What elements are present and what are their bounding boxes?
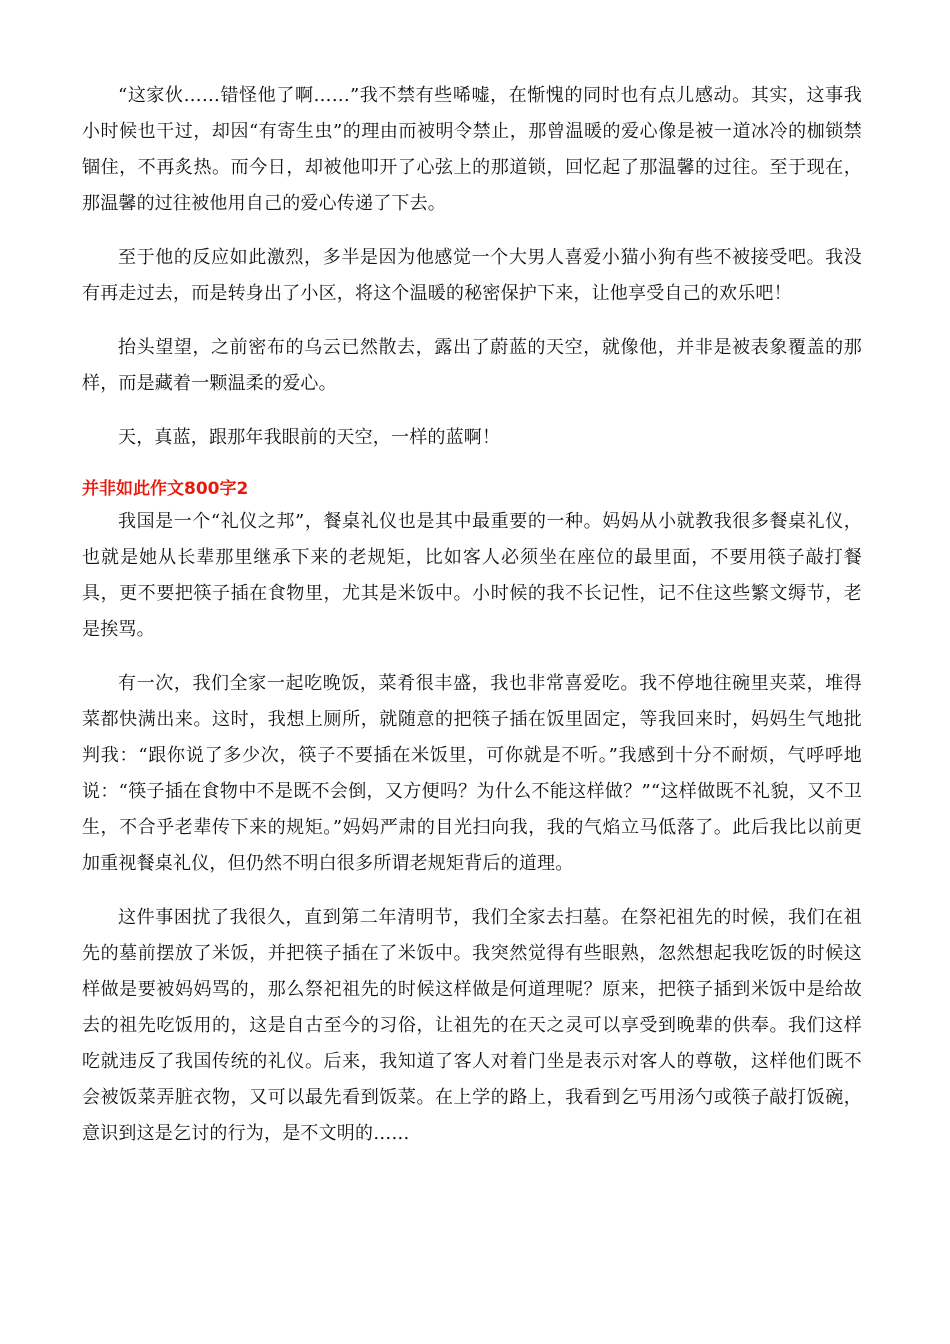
essay-section-1 xyxy=(82,78,862,456)
document-page xyxy=(82,78,862,1170)
essay-section-2 xyxy=(82,504,862,1152)
paragraph: 天，真蓝，跟那年我眼前的天空，一样的蓝啊！ xyxy=(118,427,501,448)
section-heading: 并非如此作文800字2 xyxy=(82,479,249,499)
paragraph: “这家伙……错怪他了啊……”我不禁有些唏嘘，在惭愧的同时也有点儿感动。其实，这事我小时候也干过，却因“有寄生虫”的理由而被明令禁止，那曾温暖的爱心像是被一道冰冷的枷锁禁锢住，不再炙热。而今日，却被他叩开了心弦上的那道锁，回忆起了那温馨的过往。至于现在，那温馨的过往被他用自己的爱心传递了下去。 xyxy=(82,85,862,214)
paragraph: 抬头望望，之前密布的乌云已然散去，露出了蔚蓝的天空，就像他，并非是被表象覆盖的那样，而是藏着一颗温柔的爱心。 xyxy=(82,337,862,394)
paragraph: 我国是一个“礼仪之邦”，餐桌礼仪也是其中最重要的一种。妈妈从小就教我很多餐桌礼仪，也就是她从长辈那里继承下来的老规矩，比如客人必须坐在座位的最里面，不要用筷子敲打餐具，更不要把筷子插在食物里，尤其是米饭中。小时候的我不长记性，记不住这些繁文缛节，老是挨骂。 xyxy=(82,511,862,640)
paragraph: 这件事困扰了我很久，直到第二年清明节，我们全家去扫墓。在祭祀祖先的时候，我们在祖先的墓前摆放了米饭，并把筷子插在了米饭中。我突然觉得有些眼熟，忽然想起我吃饭的时候这样做是要被妈妈骂的，那么祭祀祖先的时候这样做是何道理呢？原来，把筷子插到米饭中是给故去的祖先吃饭用的，这是自古至今的习俗，让祖先的在天之灵可以享受到晚辈的供奉。我们这样吃就违反了我国传统的礼仪。后来，我知道了客人对着门坐是表示对客人的尊敬，这样他们既不会被饭菜弄脏衣物，又可以最先看到饭菜。在上学的路上，我看到乞丐用汤勺或筷子敲打饭碗，意识到这是乞讨的行为，是不文明的…… xyxy=(82,907,862,1144)
paragraph: 至于他的反应如此激烈，多半是因为他感觉一个大男人喜爱小猫小狗有些不被接受吧。我没有再走过去，而是转身出了小区，将这个温暖的秘密保护下来，让他享受自己的欢乐吧！ xyxy=(82,247,862,304)
paragraph: 有一次，我们全家一起吃晚饭，菜肴很丰盛，我也非常喜爱吃。我不停地往碗里夹菜，堆得菜都快满出来。这时，我想上厕所，就随意的把筷子插在饭里固定，等我回来时，妈妈生气地批判我：“跟你说了多少次，筷子不要插在米饭里，可你就是不听。”我感到十分不耐烦，气呼呼地说：“筷子插在食物中不是既不会倒，又方便吗？为什么不能这样做？”“这样做既不礼貌，又不卫生，不合乎老辈传下来的规矩。”妈妈严肃的目光扫向我，我的气焰立马低落了。此后我比以前更加重视餐桌礼仪，但仍然不明白很多所谓老规矩背后的道理。 xyxy=(82,673,862,874)
